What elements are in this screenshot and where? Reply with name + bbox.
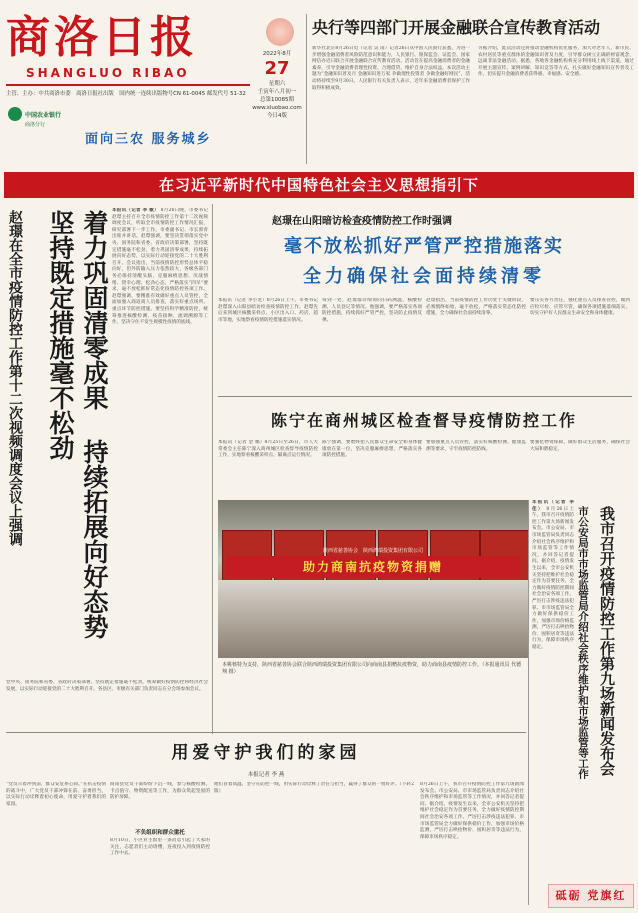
date-lunar: 壬寅年八月初一 bbox=[257, 89, 297, 95]
bottom-col5: 8月26日上午，我市召开疫情防控工作第九场新闻发布会。市公安局、市市场监管局负责同志介绍社会秩序维护和市场监管等工作情况，并回答记者提问。据介绍，疫情发生以来，全市公安机关坚持把维护社会稳定作为首要任务，全力做好疫情防控期间社会治安各项工作，严厉打击涉疫违法犯罪。市市场监管局全力做好保供稳价工作，加强市场价格监测，严厉打击哄抬物价、囤积居奇等违法行为，保障市场秩序稳定。 bbox=[420, 782, 524, 840]
masthead-divider bbox=[306, 14, 307, 164]
date-day: 27 bbox=[264, 58, 290, 79]
bank-slogan: 面向三农 服务城乡 bbox=[85, 132, 212, 147]
masthead-info: 主管、主办：中共商洛市委 商洛日报社出版 国内统一连续出版物号CN 61-0045 邮发代号 51-32 bbox=[6, 91, 246, 97]
bottom-col3: 8月10日，小区业主群里一条消息引起了大家的关注，志愿者们主动请缨，连夜投入到疫情防控工作中去。 bbox=[110, 838, 210, 857]
photo-crowd bbox=[218, 580, 528, 658]
top-article-col2: 另据介绍，此次活动还将推动金融机构优化服务，加大对老年人、新市民、农村居民等重点群体的金融知识普及力度，引导群众树立正确的财富观念，远离非法金融活动。据悉，各地各金融机构将充分利用线上线下渠道，通过开展主题宣传、案例讲解、知识竞答等方式，扎实做好金融知识宣传普及工作，切实提升金融消费者获得感、幸福感、安全感。 bbox=[478, 46, 634, 78]
masthead-rule bbox=[6, 84, 250, 86]
bottom-byline: 本报记者 李 燕 bbox=[247, 772, 285, 778]
date-issue: 总第10085期 bbox=[260, 97, 294, 103]
center2-col3: 要加强重点人员管控，落实好核酸检测、健康监测等要求，守牢疫情防控防线。 bbox=[426, 440, 526, 452]
bottom-col1: “党员示着冲到前，群众安危系心间。”在抗击疫情的战斗中，广大党员干部冲锋在前、奋勇担当，以实际行动诠释着初心使命，用爱守护着我们的家园。 bbox=[6, 782, 106, 807]
center1-col2: 每到一处，赵璟都详细询问扫码测温、核酸检测、人员登记等情况。他强调，要严格落实各项防控措施，持续抓好严管严控，坚决防止疫情反弹。 bbox=[322, 298, 422, 323]
date-edition: 今日4版 bbox=[267, 113, 287, 119]
center2-col4: 要强化物资保障，做好群众生活服务，确保社会大局和谐稳定。 bbox=[530, 440, 630, 452]
bottom-divider bbox=[6, 732, 526, 733]
center1-kicker: 赵璟在山阳暗访检查疫情防控工作时强调 bbox=[272, 216, 452, 227]
photo-sponsor-text: 陕西省慈善协会 陕西鸿瑞投资集团有限公司 bbox=[322, 548, 423, 554]
top-headline[interactable]: 央行等四部门开展金融联合宣传教育活动 bbox=[312, 18, 601, 37]
date-weekday: 星期六 bbox=[268, 81, 286, 87]
center2-col2: 陈宁强调，要始终把人民群众生命安全和身体健康放在第一位，坚决克服麻痹思想，严格落实各项防控措施。 bbox=[322, 440, 422, 459]
center1-col3: 赵璟指出，当前疫情防控工作仍处于关键阶段，必须慎终如始、毫不放松，严格落实常态化防控措施，全力确保社会面持续清零。 bbox=[426, 298, 526, 317]
bottom-col4: 他们冒着高温，坚守在防控一线，用实际行动诠释了责任与担当，赢得了群众的一致好评。（下转2版） bbox=[214, 782, 414, 794]
left-headline-2[interactable]: 着力巩固清零成果 持续拓展向好态势 bbox=[80, 210, 109, 639]
photo-banner: 助力商南抗疫物资捐赠 bbox=[226, 556, 520, 578]
news-photo[interactable] bbox=[218, 500, 528, 658]
left-byline: 本报讯（记者 李 敏） bbox=[112, 208, 159, 213]
center1-headline-1[interactable]: 毫不放松抓好严管严控措施落实 bbox=[284, 236, 564, 257]
bank-logo bbox=[8, 107, 70, 143]
left-article-bottom: 党中央、国务院和省委、省政府决策部署，坚持既定措施毫不松劲，统筹做好疫情防控和经济社会发展，以实际行动迎接党的二十大胜利召开。各县区、市级有关部门负责同志在分会场参加会议。 bbox=[6, 680, 208, 692]
right-subhead: 市公安局市市场监管局介绍社会秩序维护和市场监管等工作 bbox=[577, 506, 589, 779]
party-flag-ad: 砥砺 党旗红 bbox=[548, 884, 634, 908]
left-body-text: 8月26日晚，市委书记赵璟主持召开全市疫情防控工作第十二次视频调度会议，听取全市疫情防控工作情况汇报，研究部署下一步工作。市委副书记、市长郭青出席并讲话。赵璟强调，要坚决贯彻落实党中央、国务院和省委、省政府决策部署，坚持既定措施毫不松劲，着力巩固清零成果，持续拓展向好态势，以实际行动迎接党的二十大胜利召开。会议指出，当前疫情防控形势总体平稳向好，但外防输入压力依然较大，各级各部门务必保持清醒头脑，克服麻痹思想、厌战情绪、侥幸心理、松劲心态，严格落实“四早”要求，毫不放松抓好常态化疫情防控各项工作。赵璟强调，要精准有效做好重点人员管控，全面加强入商返商人员排查，落实好重点场所、重点环节防控措施。要坚持科学精准防控，统筹推进核酸检测、疫苗接种、流调溯源等工作，坚决守住不发生规模性疫情的底线。 bbox=[112, 208, 208, 326]
date-box bbox=[252, 14, 302, 148]
right-byline: 本报讯（记者 李 佳） bbox=[532, 500, 574, 512]
center1-col1: 本报讯（记者 李小龙）8月26日上午，市委书记赵璟深入山阳县暗访检查疫情防控工作。赵璟先后来到城区核酸采样点、小区出入口、药店、超市等地，实地察看疫情防控措施落实情况。 bbox=[218, 298, 318, 323]
column-divider-left bbox=[212, 204, 213, 734]
bank-sub: 商洛分行 bbox=[25, 122, 46, 128]
bank-name: 中国农业银行 bbox=[25, 111, 62, 119]
theme-banner: 在习近平新时代中国特色社会主义思想指引下 bbox=[4, 172, 634, 198]
date-website: www.sluobao.com bbox=[252, 105, 302, 111]
center2-headline[interactable]: 陈宁在商州城区检查督导疫情防控工作 bbox=[270, 411, 577, 430]
top-article-col1: 新华社北京8月26日电（记者 吴 雨）记者26日从中国人民银行获悉，为进一步增强金融消费者风险防范意识和能力，人民银行、银保监会、证监会、国家网信办近日联合开展金融联合宣传教育活动。活动旨在提高金融消费者的金融素养，引导金融消费者理性投资、合理借贷，维护自身合法权益。本次活动主题为“金融知识普及月 金融知识进万家 争做理性投资者 争做金融好网民”，活动将持续至9月30日。人民银行有关负责人表示，近年来金融消费者保护工作取得积极成效。 bbox=[312, 46, 470, 91]
photo-caption: 本桃核特为支持，陕西省慈善协会联合陕西鸿瑞投资集团有限公司向商南县捐赠抗疫物资，助力商南县疫情防控工作。（本报通讯员 代德翔 摄） bbox=[222, 662, 522, 675]
masthead-title: 商洛日报 bbox=[6, 12, 198, 63]
bottom-headline[interactable]: 用爱守护我们的家园 bbox=[171, 743, 361, 763]
bottom-col2: 商南县党员干部纷纷下沉一线，参与核酸检测、卡点值守、物资配送等工作，为群众筑起坚固的防护屏障。 bbox=[110, 782, 210, 801]
center2-col1: 本报讯（记者 金 娜）8月25日至26日，市人大常委会主任陈宁深入商州城区检查督导疫情防控工作，实地察看核酸采样点、隔离点运行情况。 bbox=[218, 440, 318, 459]
date-month: 2022年8月 bbox=[262, 51, 292, 57]
center-divider bbox=[218, 396, 632, 397]
center1-col4: 要压实各方责任，强化重点人员排查管控，做到应检尽检、应管尽管，确保各项措施落细落实，切实守护好人民群众生命安全和身体健康。 bbox=[530, 298, 630, 317]
left-headline-1[interactable]: 坚持既定措施毫不松劲 bbox=[46, 210, 75, 460]
right-headline[interactable]: 我市召开疫情防控工作第九场新闻发布会 bbox=[598, 506, 616, 776]
masthead-pinyin: SHANGLUO RIBAO bbox=[26, 66, 190, 80]
right-body-text: 8月26日上午，我市召开疫情防控工作第九场新闻发布会。市公安局、市市场监管局负责同志介绍社会秩序维护和市场监管等工作情况，并回答记者提问。据介绍，疫情发生以来，全市公安机关坚持把维护社会稳定作为首要任务，全力做好疫情防控期间社会治安各项工作，严厉打击涉疫违法犯罪。市市场监管局全力做好保供稳价工作，加强市场价格监测，严厉打击哄抬物价、囤积居奇等违法行为，保障市场秩序稳定。 bbox=[532, 506, 574, 651]
right-article-body bbox=[532, 500, 574, 905]
left-kicker: 赵璟在全市疫情防控工作第十二次视频调度会议上强调 bbox=[7, 210, 23, 546]
center1-headline-2[interactable]: 全力确保社会面持续清零 bbox=[303, 266, 545, 287]
bottom-subhead: 不负组织和群众重托 bbox=[135, 830, 185, 836]
column-divider-right bbox=[528, 500, 529, 905]
left-article-body bbox=[112, 208, 208, 713]
bank-emblem-icon bbox=[8, 107, 22, 121]
